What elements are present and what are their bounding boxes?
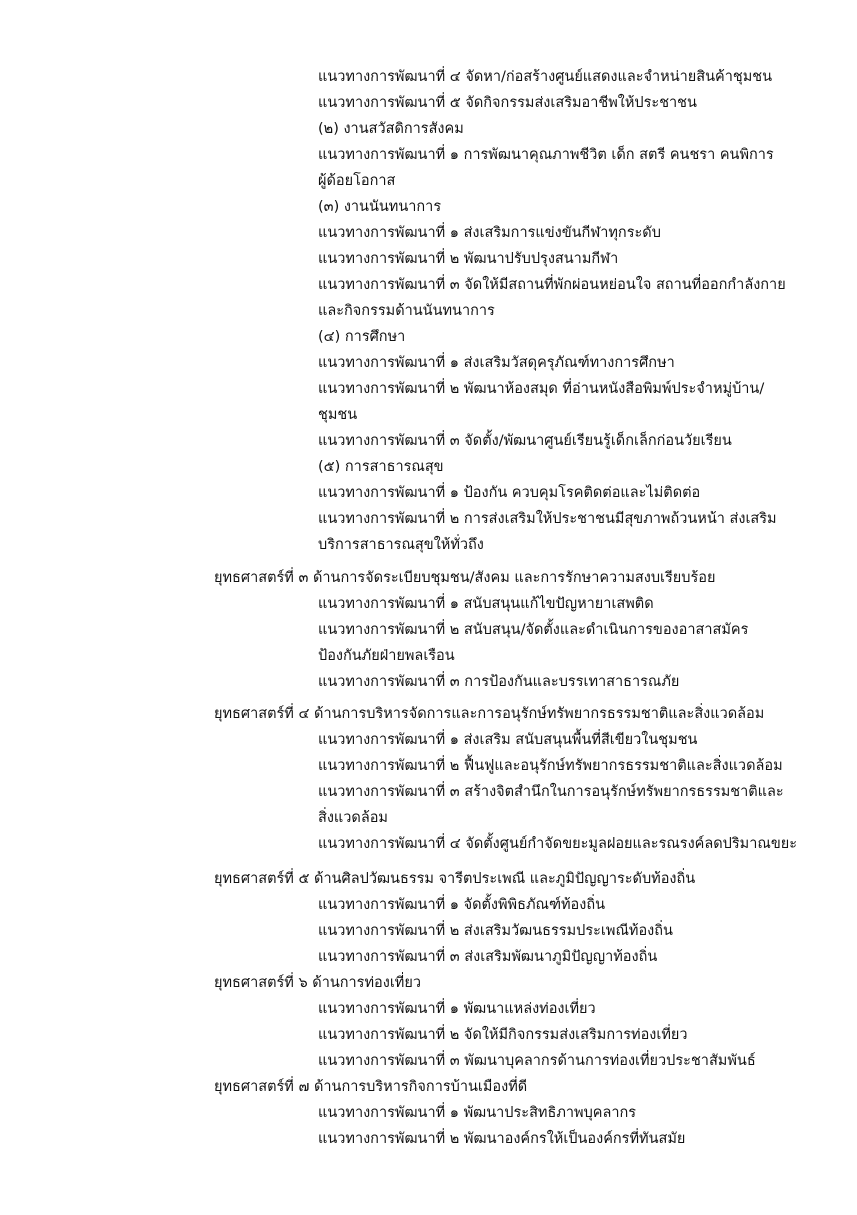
guideline-item: แนวทางการพัฒนาที่ ๑ ป้องกัน ควบคุมโรคติดต่อและไม่ติดต่อ: [318, 485, 701, 501]
guideline-continuation: ป้องกันภัยฝ่ายพลเรือน: [318, 648, 455, 664]
guideline-item: แนวทางการพัฒนาที่ ๑ ส่งเสริมวัสดุครุภัณฑ์ทางการศึกษา: [318, 355, 675, 371]
guideline-item: แนวทางการพัฒนาที่ ๕ จัดกิจกรรมส่งเสริมอาชีพให้ประชาชน: [318, 95, 697, 111]
guideline-item: แนวทางการพัฒนาที่ ๒ พัฒนาองค์กรให้เป็นองค์กรที่ทันสมัย: [318, 1131, 686, 1147]
guideline-item: แนวทางการพัฒนาที่ ๓ การป้องกันและบรรเทาสาธารณภัย: [318, 674, 680, 690]
guideline-item: แนวทางการพัฒนาที่ ๑ พัฒนาประสิทธิภาพบุคลากร: [318, 1105, 637, 1121]
guideline-item: แนวทางการพัฒนาที่ ๔ จัดตั้งศูนย์กำจัดขยะมูลฝอยและรณรงค์ลดปริมาณขยะ: [318, 836, 798, 852]
guideline-item: แนวทางการพัฒนาที่ ๑ พัฒนาแหล่งท่องเที่ยว: [318, 1001, 596, 1017]
guideline-item: แนวทางการพัฒนาที่ ๒ พัฒนาปรับปรุงสนามกีฬา: [318, 251, 619, 267]
section-heading: (๒) งานสวัสดิการสังคม: [318, 121, 464, 137]
guideline-continuation: สิ่งแวดล้อม: [318, 810, 388, 826]
section-heading: (๔) การศึกษา: [318, 329, 406, 345]
guideline-item: แนวทางการพัฒนาที่ ๓ จัดตั้ง/พัฒนาศูนย์เรียนรู้เด็กเล็กก่อนวัยเรียน: [318, 433, 732, 449]
guideline-item: แนวทางการพัฒนาที่ ๔ จัดหา/ก่อสร้างศูนย์แสดงและจำหน่ายสินค้าชุมชน: [318, 69, 773, 85]
strategy-heading: ยุทธศาสตร์ที่ ๔ ด้านการบริหารจัดการและการอนุรักษ์ทรัพยากรธรรมชาติและสิ่งแวดล้อม: [214, 706, 765, 722]
guideline-item: แนวทางการพัฒนาที่ ๑ ส่งเสริม สนับสนุนพื้นที่สีเขียวในชุมชน: [318, 732, 698, 748]
strategy-heading: ยุทธศาสตร์ที่ ๓ ด้านการจัดระเบียบชุมชน/สังคม และการรักษาความสงบเรียบร้อย: [214, 570, 716, 586]
guideline-item: แนวทางการพัฒนาที่ ๑ จัดตั้งพิพิธภัณฑ์ท้องถิ่น: [318, 897, 606, 913]
guideline-continuation: ชุมชน: [318, 407, 358, 423]
guideline-item: แนวทางการพัฒนาที่ ๒ ฟื้นฟูและอนุรักษ์ทรัพยากรธรรมชาติและสิ่งแวดล้อม: [318, 758, 783, 774]
strategy-heading: ยุทธศาสตร์ที่ ๗ ด้านการบริหารกิจการบ้านเมืองที่ดี: [214, 1079, 528, 1095]
guideline-item: แนวทางการพัฒนาที่ ๓ พัฒนาบุคลากรด้านการท่องเที่ยวประชาสัมพันธ์: [318, 1053, 756, 1069]
section-heading: (๕) การสาธารณสุข: [318, 459, 444, 475]
guideline-item: แนวทางการพัฒนาที่ ๒ สนับสนุน/จัดตั้งและดำเนินการของอาสาสมัคร: [318, 622, 749, 638]
guideline-item: แนวทางการพัฒนาที่ ๓ ส่งเสริมพัฒนาภูมิปัญญาท้องถิ่น: [318, 949, 658, 965]
guideline-item: แนวทางการพัฒนาที่ ๑ สนับสนุนแก้ไขปัญหายาเสพติด: [318, 596, 654, 612]
section-heading: (๓) งานนันทนาการ: [318, 199, 442, 215]
strategy-heading: ยุทธศาสตร์ที่ ๖ ด้านการท่องเที่ยว: [214, 975, 421, 991]
guideline-item: แนวทางการพัฒนาที่ ๑ ส่งเสริมการแข่งขันกีฬาทุกระดับ: [318, 225, 661, 241]
guideline-continuation: บริการสาธารณสุขให้ทั่วถึง: [318, 537, 484, 553]
guideline-item: แนวทางการพัฒนาที่ ๒ การส่งเสริมให้ประชาชนมีสุขภาพถ้วนหน้า ส่งเสริม: [318, 511, 777, 527]
guideline-item: แนวทางการพัฒนาที่ ๒ ส่งเสริมวัฒนธรรมประเพณีท้องถิ่น: [318, 923, 673, 939]
guideline-item: แนวทางการพัฒนาที่ ๓ จัดให้มีสถานที่พักผ่อนหย่อนใจ สถานที่ออกกำลังกาย: [318, 277, 786, 293]
guideline-item: แนวทางการพัฒนาที่ ๑ การพัฒนาคุณภาพชีวิต เด็ก สตรี คนชรา คนพิการ: [318, 147, 774, 163]
strategy-heading: ยุทธศาสตร์ที่ ๕ ด้านศิลปวัฒนธรรม จารีตประเพณี และภูมิปัญญาระดับท้องถิ่น: [214, 871, 696, 887]
guideline-item: แนวทางการพัฒนาที่ ๓ สร้างจิตสำนึกในการอนุรักษ์ทรัพยากรธรรมชาติและ: [318, 784, 784, 800]
guideline-continuation: ผู้ด้อยโอกาส: [318, 173, 396, 189]
guideline-item: แนวทางการพัฒนาที่ ๒ พัฒนาห้องสมุด ที่อ่านหนังสือพิมพ์ประจำหมู่บ้าน/: [318, 381, 765, 397]
guideline-continuation: และกิจกรรมด้านนันทนาการ: [318, 303, 495, 319]
guideline-item: แนวทางการพัฒนาที่ ๒ จัดให้มีกิจกรรมส่งเสริมการท่องเที่ยว: [318, 1027, 688, 1043]
